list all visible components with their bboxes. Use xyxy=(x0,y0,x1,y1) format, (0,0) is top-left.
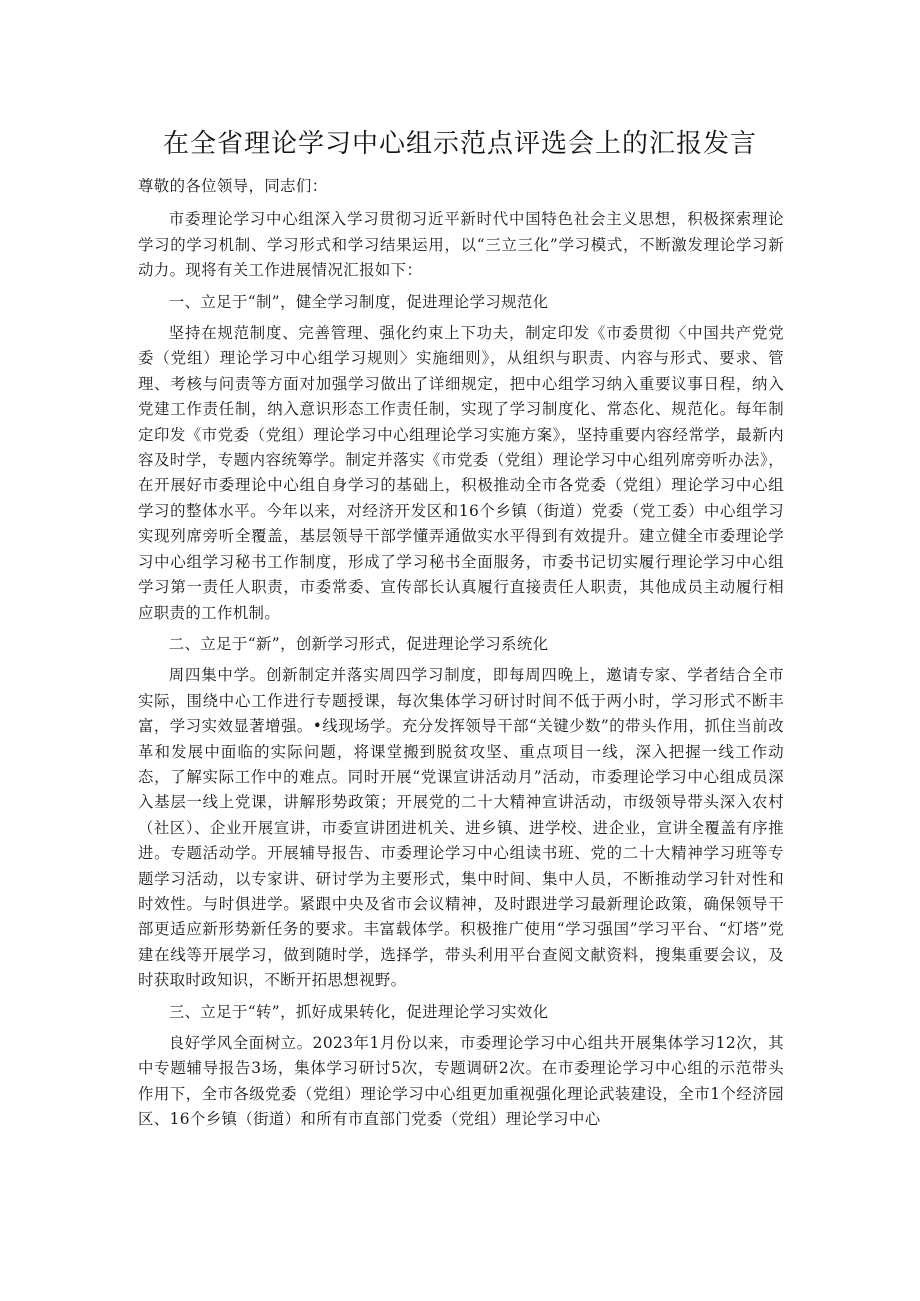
salutation: 尊敬的各位领导，同志们： xyxy=(138,177,328,195)
intro-paragraph: 市委理论学习中心组深入学习贯彻习近平新时代中国特色社会主义思想，积极探索理论学习的学习机制、学习形式和学习结果运用，以“三立三化”学习模式，不断激发理论学习新动力。现将有关工作进展情况汇报如下： xyxy=(138,210,784,280)
document-body xyxy=(138,174,784,1133)
document-title: 在全省理论学习中心组示范点评选会上的汇报发言 xyxy=(162,129,757,159)
section-heading: 一、立足于“制”，健全学习制度，促进理论学习规范化 xyxy=(168,292,549,311)
section-heading: 二、立足于“新”，创新学习形式，促进理论学习系统化 xyxy=(168,634,549,653)
section-body: 坚持在规范制度、完善管理、强化约束上下功夫，制定印发《市委贯彻〈中国共产党党委（党组）理论学习中心组学习规则〉实施细则》，从组织与职责、内容与形式、要求、管理、考核与问责等方面对加强学习做出了详细规定，把中心组学习纳入重要议事日程，纳入党建工作责任制，纳入意识形态工作责任制，实现了学习制度化、常态化、规范化。每年制定印发《市党委（党组）理论学习中心组理论学习实施方案》，坚持重要内容经常学，最新内容及时学，专题内容统筹学。制定并落实《市党委（党组）理论学习中心组列席旁听办法》，在开展好市委理论中心组自身学习的基础上，积极推动全市各党委（党组）理论学习中心组学习的整体水平。今年以来，对经济开发区和16个乡镇（街道）党委（党工委）中心组学习实现列席旁听全覆盖，基层领导干部学懂弄通做实水平得到有效提升。建立健全市委理论学习中心组学习秘书工作制度，形成了学习秘书全面服务，市委书记切实履行理论学习中心组学习第一责任人职责，市委常委、宣传部长认真履行直接责任人职责，其他成员主动履行相应职责的工作机制。 xyxy=(138,324,784,622)
section-body: 良好学风全面树立。2023年1月份以来，市委理论学习中心组共开展集体学习12次，其中专题辅导报告3场，集体学习研讨5次，专题调研2次。在市委理论学习中心组的示范带头作用下，全市各级党委（党组）理论学习中心组更加重视强化理论武装建设，全市1个经济园区、16个乡镇（街道）和所有市直部门党委（党组）理论学习中心 xyxy=(138,1034,784,1129)
section-body: 周四集中学。创新制定并落实周四学习制度，即每周四晚上，邀请专家、学者结合全市实际，围绕中心工作进行专题授课，每次集体学习研讨时间不低于两小时，学习形式不断丰富，学习实效显著增强。•线现场学。充分发挥领导干部“关键少数”的带头作用，抓住当前改革和发展中面临的实际问题，将课堂搬到脱贫攻坚、重点项目一线，深入把握一线工作动态，了解实际工作中的难点。同时开展“党课宣讲活动月”活动，市委理论学习中心组成员深入基层一线上党课，讲解形势政策；开展党的二十大精神宣讲活动，市级领导带头深入农村（社区）、企业开展宣讲，市委宣讲团进机关、进乡镇、进学校、进企业，宣讲全覆盖有序推进。专题活动学。开展辅导报告、市委理论学习中心组读书班、党的二十大精神学习班等专题学习活动，以专家讲、研讨学为主要形式，集中时间、集中人员，不断推动学习针对性和时效性。与时俱进学。紧跟中央及省市会议精神，及时跟进学习最新理论政策，确保领导干部更适应新形势新任务的要求。丰富载体学。积极推广使用“学习强国”学习平台、“灯塔”党建在线等开展学习，做到随时学，选择学，带头利用平台查阅文献资料，搜集重要会议，及时获取时政知识，不断开拓思想视野。 xyxy=(138,666,784,990)
section-heading: 三、立足于“转”，抓好成果转化，促进理论学习实效化 xyxy=(168,1002,549,1021)
